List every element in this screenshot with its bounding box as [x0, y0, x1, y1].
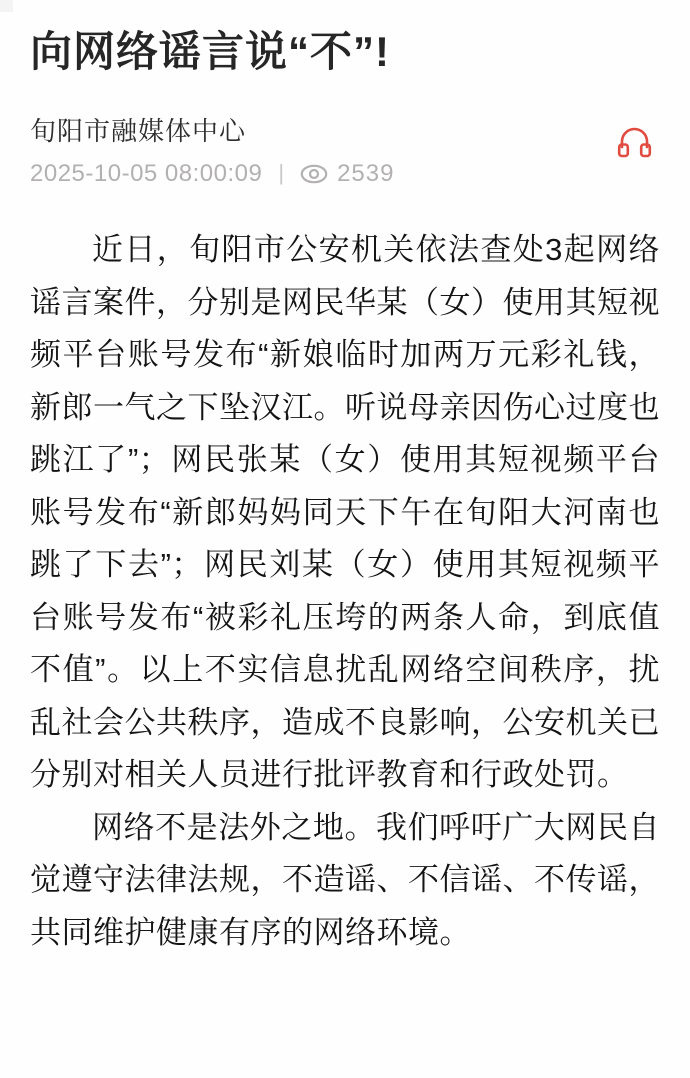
- page-title: 向网络谣言说“不”!: [30, 28, 390, 75]
- body-paragraph: 近日，旬阳市公安机关依法查处3起网络谣言案件，分别是网民华某（女）使用其短视频平台账号发布“新娘临时加两万元彩礼钱，新郎一气之下坠汉江。听说母亲因伤心过度也跳江了”；网民张某（女）使用其短视频平台账号发布“新郎妈妈同天下午在旬阳大河南也跳了下去”；网民刘某（女）使用其短视频平台账号发布“被彩礼压垮的两条人命，到底值不值”。以上不实信息扰乱网络空间秩序，扰乱社会公共秩序，造成不良影响，公安机关已分别对相关人员进行批评教育和行政处罚。: [30, 232, 660, 793]
- meta-divider: |: [278, 160, 285, 186]
- view-count: 2539: [337, 160, 395, 188]
- article-body: [0, 188, 690, 959]
- body-paragraph: 网络不是法外之地。我们呼吁广大网民自觉遵守法律法规，不造谣、不信谣、不传谣，共同维护健康有序的网络环境。: [30, 809, 660, 950]
- publish-timestamp: 2025-10-05 08:00:09: [30, 160, 263, 188]
- eye-icon: [300, 164, 337, 184]
- source-name: 旬阳市融媒体中心: [30, 116, 247, 147]
- listen-audio-button[interactable]: [610, 118, 658, 166]
- headphones-icon: [614, 124, 654, 160]
- view-counter: [300, 160, 394, 188]
- article-header: [0, 0, 690, 188]
- meta-row: [30, 160, 660, 188]
